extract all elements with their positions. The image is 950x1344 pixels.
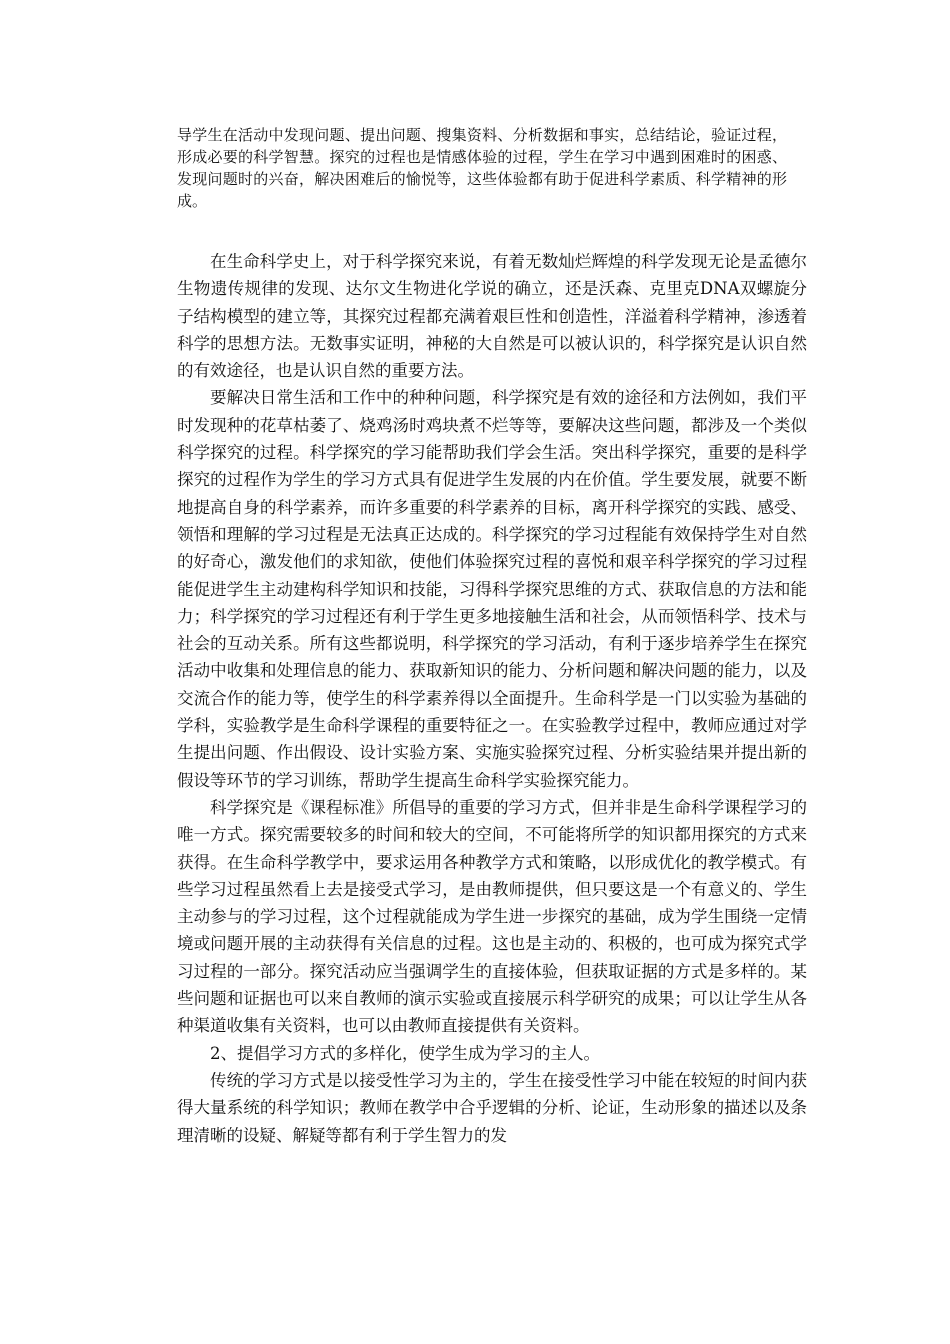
intro-paragraph: 导学生在活动中发现问题、提出问题、搜集资料、分析数据和事实，总结结论，验证过程，形成必要的科学智慧。探究的过程也是情感体验的过程，学生在学习中遇到困难时的困惑、发现问题时的兴奋，解决困难后的愉悦等，这些体验都有助于促进科学素质、科学精神的形成。 (177, 126, 787, 210)
paragraph-traditional-learning: 传统的学习方式是以接受性学习为主的，学生在接受性学习中能在较短的时间内获得大量系统的科学知识；教师在教学中合乎逻辑的分析、论证，生动形象的描述以及条理清晰的设疑、解疑等都有利于学生智力的发 (177, 1070, 807, 1145)
paragraph-life-science-history: 在生命科学史上，对于科学探究来说，有着无数灿烂辉煌的科学发现无论是孟德尔生物遗传规律的发现、达尔文生物进化学说的确立，还是沃森、克里克DNA双螺旋分子结构模型的建立等，其探究过程都充满着艰巨性和创造性，洋溢着科学精神，渗透着科学的思想方法。无数事实证明，神秘的大自然是可以被认识的，科学探究是认识自然的有效途径，也是认识自然的重要方法。 (177, 252, 807, 381)
section-heading-learning-diversity: 2、提倡学习方式的多样化，使学生成为学习的主人。 (210, 1043, 600, 1063)
paragraph-curriculum-standard: 科学探究是《课程标准》所倡导的重要的学习方式，但并非是生命科学课程学习的唯一方式。探究需要较多的时间和较大的空间，不可能将所学的知识都用探究的方式来获得。在生命科学教学中，要求运用各种教学方式和策略，以形成优化的教学模式。有些学习过程虽然看上去是接受式学习，是由教师提供，但只要这是一个有意义的、学生主动参与的学习过程，这个过程就能成为学生进一步探究的基础，成为学生围绕一定情境或问题开展的主动获得有关信息的过程。这也是主动的、积极的，也可成为探究式学习过程的一部分。探究活动应当强调学生的直接体验，但获取证据的方式是多样的。某些问题和证据也可以来自教师的演示实验或直接展示科学研究的成果；可以让学生从各种渠道收集有关资料，也可以由教师直接提供有关资料。 (177, 797, 807, 1036)
paragraph-daily-problems: 要解决日常生活和工作中的种种问题，科学探究是有效的途径和方法例如，我们平时发现种的花草枯萎了、烧鸡汤时鸡块煮不烂等等，要解决这些问题，都涉及一个类似科学探究的过程。科学探究的学习能帮助我们学会生活。突出科学探究，重要的是科学探究的过程作为学生的学习方式具有促进学生发展的内在价值。学生要发展，就要不断地提高自身的科学素养，而许多重要的科学素养的目标，离开科学探究的实践、感受、领悟和理解的学习过程是无法真正达成的。科学探究的学习过程能有效保持学生对自然的好奇心，激发他们的求知欲，使他们体验探究过程的喜悦和艰辛科学探究的学习过程能促进学生主动建构科学知识和技能，习得科学探究思维的方式、获取信息的方法和能力；科学探究的学习过程还有利于学生更多地接触生活和社会，从而领悟科学、技术与社会的互动关系。所有这些都说明，科学探究的学习活动，有利于逐步培养学生在探究活动中收集和处理信息的能力、获取新知识的能力、分析问题和解决问题的能力，以及交流合作的能力等，使学生的科学素养得以全面提升。生命科学是一门以实验为基础的学科，实验教学是生命科学课程的重要特征之一。在实验教学过程中，教师应通过对学生提出问题、作出假设、设计实验方案、实施实验探究过程、分析实验结果并提出新的假设等环节的学习训练，帮助学生提高生命科学实验探究能力。 (177, 388, 807, 790)
body-text (177, 248, 807, 1149)
